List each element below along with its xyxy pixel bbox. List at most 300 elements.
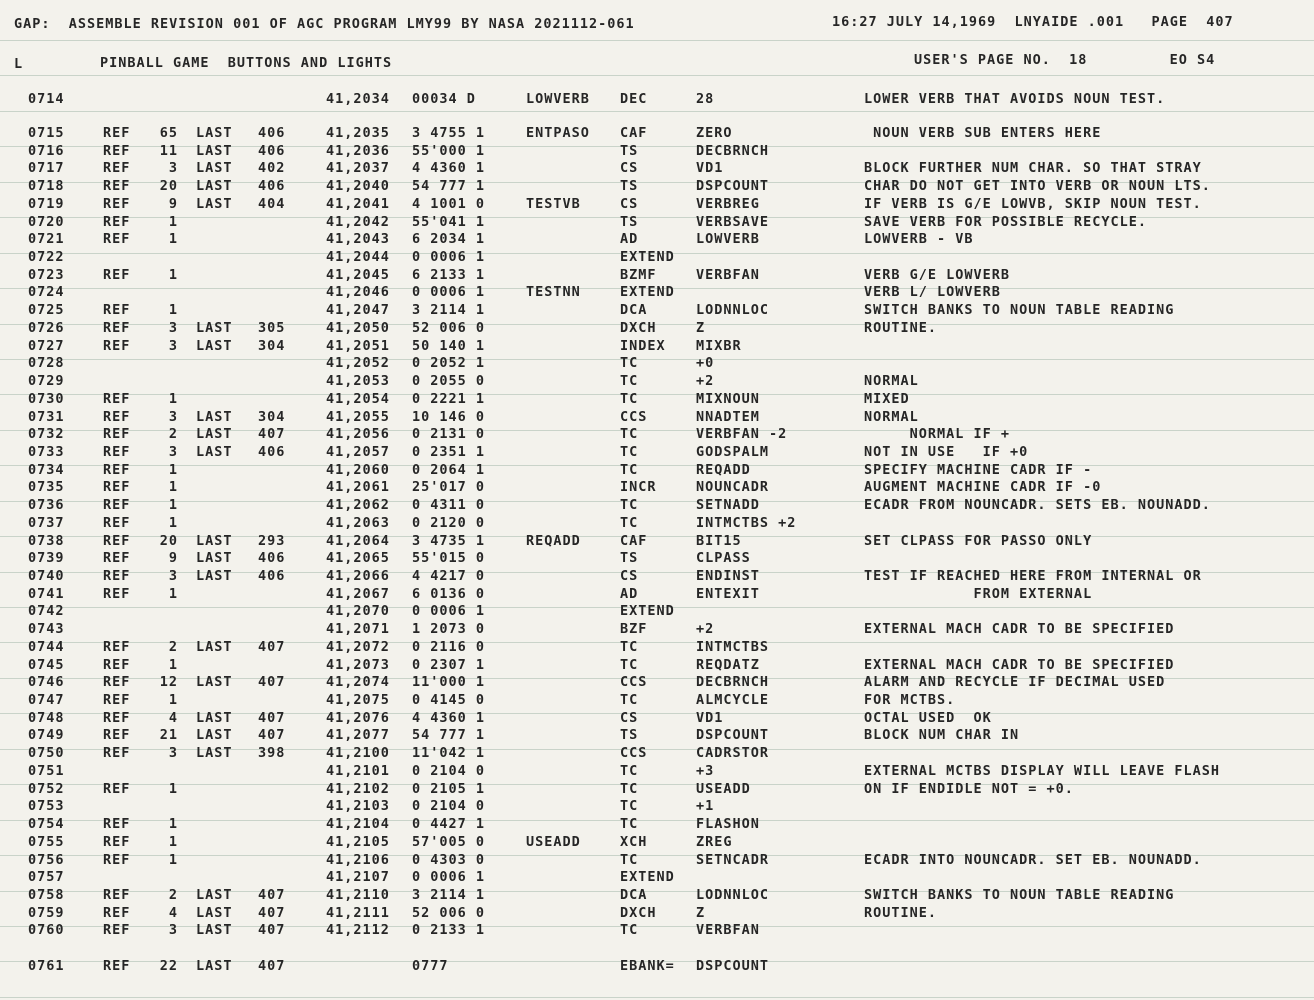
ref-count: 2 (168, 638, 178, 655)
line-number: 0747 (28, 692, 65, 709)
address: 41,2060 (326, 461, 390, 478)
address: 41,2112 (326, 922, 390, 939)
opcode: CS (620, 160, 639, 177)
header-mark: L (14, 56, 24, 72)
address: 41,2064 (326, 532, 390, 549)
opcode: XCH (620, 833, 648, 850)
opcode: EBANK= (620, 958, 675, 974)
address: 41,2051 (326, 337, 390, 354)
opcode: TC (620, 461, 639, 478)
octal-word: 0 2052 1 (412, 355, 486, 372)
operand: CADRSTOR (696, 745, 770, 762)
octal-word: 0 2221 1 (412, 390, 486, 407)
ref-count: 20 (159, 532, 178, 549)
opcode: TC (620, 390, 639, 407)
address: 41,2076 (326, 709, 390, 726)
address: 41,2111 (326, 904, 390, 921)
octal-word: 3 4735 1 (412, 532, 486, 549)
opcode: TC (620, 638, 639, 655)
operand: LODNNLOC (696, 302, 770, 319)
ref-keyword: REF (103, 816, 131, 833)
line-number: 0756 (28, 851, 65, 868)
ref-count: 1 (168, 656, 178, 673)
last-keyword: LAST (196, 550, 233, 567)
comment: VERB G/E LOWVERB (864, 266, 1011, 283)
operand: DECBRNCH (696, 674, 770, 691)
opcode: TC (620, 426, 639, 443)
ref-count: 2 (168, 886, 178, 903)
operand: MIXBR (696, 337, 742, 354)
opcode: CAF (620, 532, 648, 549)
octal-word: 0777 (412, 958, 449, 974)
operand: VD1 (696, 160, 724, 177)
octal-word: 55'000 1 (412, 142, 486, 159)
operand: VERBSAVE (696, 213, 770, 230)
label: ENTPASO (526, 125, 590, 141)
last-keyword: LAST (196, 532, 233, 549)
octal-word: 6 2034 1 (412, 231, 486, 248)
operand: NOUNCADR (696, 479, 770, 496)
octal-word: 0 2120 0 (412, 514, 486, 531)
address: 41,2047 (326, 302, 390, 319)
octal-word: 0 4303 0 (412, 851, 486, 868)
operand: VERBFAN (696, 922, 760, 939)
ref-count: 1 (168, 585, 178, 602)
ref-count: 3 (168, 160, 178, 177)
ref-keyword: REF (103, 266, 131, 283)
octal-word: 50 140 1 (412, 337, 486, 354)
operand: 28 (696, 91, 715, 107)
last-page: 406 (258, 568, 286, 584)
address: 41,2035 (326, 125, 390, 141)
comment: CHAR DO NOT GET INTO VERB OR NOUN LTS. (864, 178, 1211, 195)
address: 41,2045 (326, 266, 390, 283)
address: 41,2036 (326, 142, 390, 159)
label: TESTNN (526, 284, 581, 301)
octal-word: 54 777 1 (412, 727, 486, 744)
last-keyword: LAST (196, 160, 233, 177)
line-number: 0750 (28, 745, 65, 762)
last-page: 406 (258, 178, 286, 195)
ref-count: 3 (168, 337, 178, 354)
ref-count: 4 (168, 709, 178, 726)
operand: REQADD (696, 461, 751, 478)
ref-keyword: REF (103, 142, 131, 159)
line-number: 0752 (28, 780, 65, 797)
line-number: 0745 (28, 656, 65, 673)
opcode: DXCH (620, 319, 657, 336)
line-number: 0718 (28, 178, 65, 195)
comment: EXTERNAL MCTBS DISPLAY WILL LEAVE FLASH (864, 762, 1220, 779)
opcode: TC (620, 816, 639, 833)
ref-keyword: REF (103, 904, 131, 921)
ref-keyword: REF (103, 638, 131, 655)
address: 41,2054 (326, 390, 390, 407)
header-user-page: USER'S PAGE NO. 18 EO S4 (914, 52, 1216, 68)
ref-count: 1 (168, 514, 178, 531)
ref-keyword: REF (103, 745, 131, 762)
operand: +2 (696, 373, 715, 390)
address: 41,2037 (326, 160, 390, 177)
address: 41,2103 (326, 798, 390, 815)
ref-keyword: REF (103, 514, 131, 531)
comment: NOT IN USE IF +0 (864, 443, 1029, 460)
last-keyword: LAST (196, 125, 233, 141)
ref-keyword: REF (103, 780, 131, 797)
operand: VERBREG (696, 195, 760, 212)
last-page: 407 (258, 886, 286, 903)
ref-keyword: REF (103, 195, 131, 212)
line-number: 0721 (28, 231, 65, 248)
ref-count: 3 (168, 443, 178, 460)
line-number: 0755 (28, 833, 65, 850)
last-keyword: LAST (196, 337, 233, 354)
operand: DSPCOUNT (696, 727, 770, 744)
operand: Z (696, 319, 706, 336)
opcode: TC (620, 514, 639, 531)
operand: REQDATZ (696, 656, 760, 673)
last-keyword: LAST (196, 674, 233, 691)
octal-word: 55'015 0 (412, 550, 486, 567)
ref-count: 1 (168, 266, 178, 283)
operand: INTMCTBS (696, 638, 770, 655)
last-page: 305 (258, 319, 286, 336)
octal-word: 0 2055 0 (412, 373, 486, 390)
last-page: 304 (258, 408, 286, 425)
comment: ROUTINE. (864, 319, 938, 336)
last-page: 406 (258, 550, 286, 567)
opcode: TC (620, 798, 639, 815)
address: 41,2107 (326, 869, 390, 886)
opcode: INCR (620, 479, 657, 496)
operand: FLASHON (696, 816, 760, 833)
last-page: 406 (258, 443, 286, 460)
opcode: TC (620, 692, 639, 709)
octal-word: 0 4311 0 (412, 497, 486, 514)
last-page: 407 (258, 727, 286, 744)
line-number: 0729 (28, 373, 65, 390)
comment: TEST IF REACHED HERE FROM INTERNAL OR (864, 568, 1202, 584)
comment: VERB L/ LOWVERB (864, 284, 1001, 301)
ref-count: 1 (168, 780, 178, 797)
line-number: 0741 (28, 585, 65, 602)
ref-keyword: REF (103, 568, 131, 584)
address: 41,2052 (326, 355, 390, 372)
comment: NORMAL IF + (864, 426, 1011, 443)
address: 41,2055 (326, 408, 390, 425)
address: 41,2105 (326, 833, 390, 850)
line-number: 0748 (28, 709, 65, 726)
last-keyword: LAST (196, 195, 233, 212)
last-keyword: LAST (196, 886, 233, 903)
ref-keyword: REF (103, 532, 131, 549)
last-page: 398 (258, 745, 286, 762)
line-number: 0733 (28, 443, 65, 460)
opcode: TS (620, 142, 639, 159)
ref-keyword: REF (103, 727, 131, 744)
address: 41,2073 (326, 656, 390, 673)
opcode: DCA (620, 886, 648, 903)
address: 41,2034 (326, 91, 390, 107)
octal-word: 4 4360 1 (412, 709, 486, 726)
opcode: CS (620, 709, 639, 726)
last-keyword: LAST (196, 709, 233, 726)
operand: DSPCOUNT (696, 178, 770, 195)
last-keyword: LAST (196, 408, 233, 425)
ref-keyword: REF (103, 461, 131, 478)
octal-word: 0 2105 1 (412, 780, 486, 797)
opcode: TS (620, 727, 639, 744)
line-number: 0715 (28, 125, 65, 141)
address: 41,2101 (326, 762, 390, 779)
line-number: 0728 (28, 355, 65, 372)
ref-count: 1 (168, 302, 178, 319)
ref-keyword: REF (103, 443, 131, 460)
opcode: TC (620, 656, 639, 673)
ref-keyword: REF (103, 585, 131, 602)
octal-word: 0 0006 1 (412, 603, 486, 620)
comment: FOR MCTBS. (864, 692, 956, 709)
operand: CLPASS (696, 550, 751, 567)
opcode: TC (620, 497, 639, 514)
line-number: 0735 (28, 479, 65, 496)
octal-word: 25'017 0 (412, 479, 486, 496)
line-number: 0716 (28, 142, 65, 159)
opcode: EXTEND (620, 869, 675, 886)
comment: BLOCK FURTHER NUM CHAR. SO THAT STRAY (864, 160, 1202, 177)
last-page: 406 (258, 125, 286, 141)
octal-word: 4 4360 1 (412, 160, 486, 177)
ref-count: 1 (168, 213, 178, 230)
comment: SPECIFY MACHINE CADR IF - (864, 461, 1093, 478)
octal-word: 11'042 1 (412, 745, 486, 762)
label: USEADD (526, 833, 581, 850)
operand: BIT15 (696, 532, 742, 549)
last-page: 407 (258, 709, 286, 726)
last-keyword: LAST (196, 638, 233, 655)
opcode: DCA (620, 302, 648, 319)
last-page: 406 (258, 142, 286, 159)
address: 41,2053 (326, 373, 390, 390)
comment: LOWVERB - VB (864, 231, 974, 248)
address: 41,2063 (326, 514, 390, 531)
opcode: TC (620, 922, 639, 939)
line-number: 0736 (28, 497, 65, 514)
comment: NORMAL (864, 373, 919, 390)
line-number: 0754 (28, 816, 65, 833)
opcode: TC (620, 851, 639, 868)
octal-word: 11'000 1 (412, 674, 486, 691)
address: 41,2104 (326, 816, 390, 833)
opcode: CS (620, 568, 639, 584)
address: 41,2072 (326, 638, 390, 655)
operand: GODSPALM (696, 443, 770, 460)
operand: ZERO (696, 125, 733, 141)
ref-count: 12 (159, 674, 178, 691)
line-number: 0722 (28, 249, 65, 266)
opcode: BZMF (620, 266, 657, 283)
comment: IF VERB IS G/E LOWVB, SKIP NOUN TEST. (864, 195, 1202, 212)
ref-count: 1 (168, 816, 178, 833)
operand: NNADTEM (696, 408, 760, 425)
line-number: 0719 (28, 195, 65, 212)
ref-keyword: REF (103, 851, 131, 868)
last-keyword: LAST (196, 958, 233, 974)
opcode: TC (620, 373, 639, 390)
comment: ROUTINE. (864, 904, 938, 921)
octal-word: 0 0006 1 (412, 284, 486, 301)
operand: VD1 (696, 709, 724, 726)
operand: MIXNOUN (696, 390, 760, 407)
ref-count: 1 (168, 479, 178, 496)
octal-word: 10 146 0 (412, 408, 486, 425)
last-keyword: LAST (196, 443, 233, 460)
octal-word: 0 2104 0 (412, 762, 486, 779)
address: 41,2102 (326, 780, 390, 797)
last-page: 407 (258, 674, 286, 691)
opcode: INDEX (620, 337, 666, 354)
ref-count: 21 (159, 727, 178, 744)
ref-keyword: REF (103, 408, 131, 425)
octal-word: 0 2307 1 (412, 656, 486, 673)
octal-word: 0 2116 0 (412, 638, 486, 655)
ref-count: 3 (168, 408, 178, 425)
octal-word: 00034 D (412, 91, 476, 107)
octal-word: 4 1001 0 (412, 195, 486, 212)
opcode: EXTEND (620, 249, 675, 266)
last-keyword: LAST (196, 319, 233, 336)
operand: DSPCOUNT (696, 958, 770, 974)
operand: SETNCADR (696, 851, 770, 868)
line-number: 0759 (28, 904, 65, 921)
header-section-title: PINBALL GAME BUTTONS AND LIGHTS (100, 55, 393, 71)
address: 41,2061 (326, 479, 390, 496)
operand: USEADD (696, 780, 751, 797)
operand: VERBFAN -2 (696, 426, 788, 443)
last-keyword: LAST (196, 745, 233, 762)
opcode: TS (620, 178, 639, 195)
line-number: 0724 (28, 284, 65, 301)
octal-word: 0 0006 1 (412, 869, 486, 886)
opcode: CS (620, 195, 639, 212)
ref-count: 3 (168, 568, 178, 584)
octal-word: 0 2351 1 (412, 443, 486, 460)
last-page: 407 (258, 958, 286, 974)
ref-count: 1 (168, 497, 178, 514)
comment: ECADR INTO NOUNCADR. SET EB. NOUNADD. (864, 851, 1202, 868)
ref-count: 9 (168, 195, 178, 212)
comment: MIXED (864, 390, 910, 407)
ref-count: 1 (168, 461, 178, 478)
opcode: TC (620, 355, 639, 372)
address: 41,2074 (326, 674, 390, 691)
line-number: 0739 (28, 550, 65, 567)
ref-keyword: REF (103, 674, 131, 691)
header-date-page: 16:27 JULY 14,1969 LNYAIDE .001 PAGE 407 (832, 14, 1234, 30)
operand: +3 (696, 762, 715, 779)
operand: VERBFAN (696, 266, 760, 283)
octal-word: 0 2133 1 (412, 922, 486, 939)
last-page: 293 (258, 532, 286, 549)
opcode: AD (620, 585, 639, 602)
octal-word: 0 4145 0 (412, 692, 486, 709)
line-number: 0751 (28, 762, 65, 779)
line-number: 0760 (28, 922, 65, 939)
opcode: BZF (620, 621, 648, 638)
comment: FROM EXTERNAL (864, 585, 1093, 602)
opcode: CAF (620, 125, 648, 141)
opcode: TS (620, 550, 639, 567)
line-number: 0727 (28, 337, 65, 354)
line-number: 0738 (28, 532, 65, 549)
ref-count: 1 (168, 231, 178, 248)
line-number: 0717 (28, 160, 65, 177)
ref-count: 11 (159, 142, 178, 159)
opcode: DEC (620, 91, 648, 107)
ref-keyword: REF (103, 958, 131, 974)
line-number: 0726 (28, 319, 65, 336)
last-keyword: LAST (196, 904, 233, 921)
line-number: 0730 (28, 390, 65, 407)
line-number: 0720 (28, 213, 65, 230)
address: 41,2043 (326, 231, 390, 248)
octal-word: 52 006 0 (412, 319, 486, 336)
octal-word: 6 2133 1 (412, 266, 486, 283)
comment: ALARM AND RECYCLE IF DECIMAL USED (864, 674, 1166, 691)
ref-keyword: REF (103, 709, 131, 726)
line-number: 0749 (28, 727, 65, 744)
ref-count: 1 (168, 851, 178, 868)
line-number: 0758 (28, 886, 65, 903)
octal-word: 0 2131 0 (412, 426, 486, 443)
opcode: EXTEND (620, 284, 675, 301)
last-keyword: LAST (196, 426, 233, 443)
line-number: 0761 (28, 958, 65, 974)
octal-word: 1 2073 0 (412, 621, 486, 638)
operand: +0 (696, 355, 715, 372)
line-number: 0714 (28, 91, 65, 107)
opcode: EXTEND (620, 603, 675, 620)
ref-keyword: REF (103, 479, 131, 496)
line-number: 0732 (28, 426, 65, 443)
ref-keyword: REF (103, 319, 131, 336)
address: 41,2046 (326, 284, 390, 301)
opcode: TC (620, 780, 639, 797)
opcode: CCS (620, 745, 648, 762)
last-page: 407 (258, 426, 286, 443)
ref-count: 2 (168, 426, 178, 443)
line-number: 0753 (28, 798, 65, 815)
address: 41,2110 (326, 886, 390, 903)
ref-count: 22 (159, 958, 178, 974)
operand: Z (696, 904, 706, 921)
label: LOWVERB (526, 91, 590, 107)
octal-word: 3 2114 1 (412, 302, 486, 319)
comment: OCTAL USED OK (864, 709, 992, 726)
opcode: CCS (620, 408, 648, 425)
ref-keyword: REF (103, 213, 131, 230)
comment: BLOCK NUM CHAR IN (864, 727, 1020, 744)
comment: ECADR FROM NOUNCADR. SETS EB. NOUNADD. (864, 497, 1211, 514)
address: 41,2042 (326, 213, 390, 230)
line-number: 0757 (28, 869, 65, 886)
ref-keyword: REF (103, 886, 131, 903)
opcode: TC (620, 762, 639, 779)
address: 41,2065 (326, 550, 390, 567)
ref-keyword: REF (103, 160, 131, 177)
ref-count: 20 (159, 178, 178, 195)
operand: ENTEXIT (696, 585, 760, 602)
